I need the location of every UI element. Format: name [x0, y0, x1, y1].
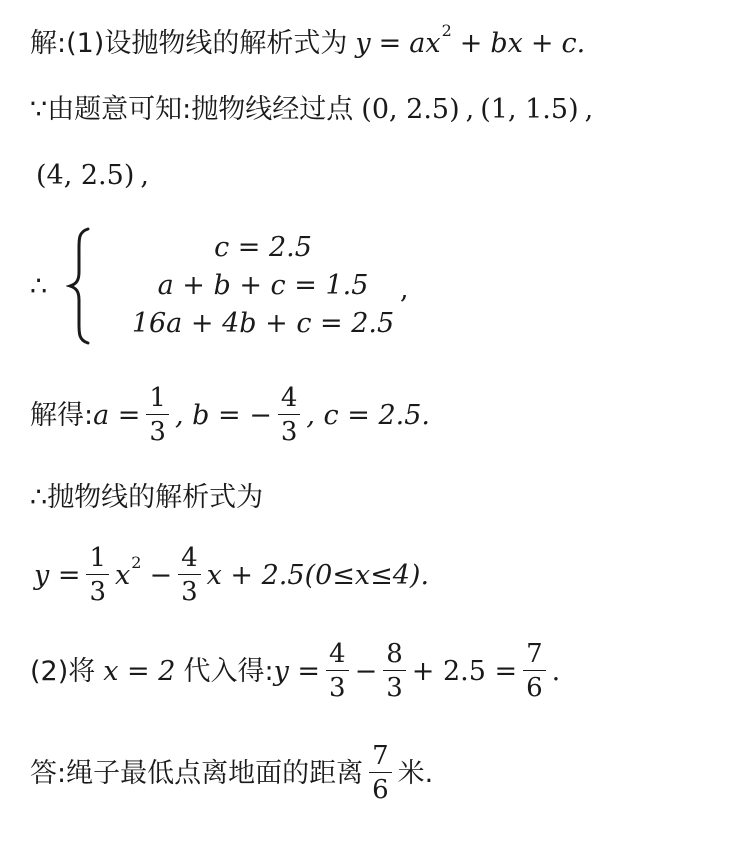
- substitution-prefix: (2)将: [30, 655, 96, 687]
- c-equals: , c = 2.5.: [306, 399, 430, 431]
- line-answer: [30, 738, 433, 808]
- comma: ,: [584, 93, 594, 125]
- a-equals: a =: [93, 399, 141, 431]
- fraction-numerator: 8: [386, 639, 403, 669]
- exponent: 2: [131, 553, 142, 572]
- fraction-numerator: 4: [329, 639, 346, 669]
- plus-equals: + 2.5 =: [411, 655, 518, 687]
- equals-sign: =: [378, 27, 402, 59]
- comma: ,: [140, 159, 149, 191]
- system-comma: ,: [400, 274, 409, 305]
- fraction-four-thirds: [178, 545, 201, 605]
- term-bx: bx: [490, 27, 523, 59]
- exponent: 2: [441, 21, 452, 40]
- answer-text: 答:绳子最低点离地面的距离: [30, 757, 364, 789]
- therefore-symbol: ∴: [30, 271, 48, 302]
- equation-3: 16a + 4b + c = 2.5: [131, 307, 395, 339]
- left-brace: [66, 226, 92, 346]
- fraction-one-third: [86, 545, 109, 605]
- fraction-denominator: 3: [86, 574, 109, 605]
- line-solved: [30, 382, 430, 448]
- fraction-numerator: 1: [149, 383, 166, 413]
- point-3: (4, 2.5): [36, 159, 135, 191]
- line-given-points: [30, 90, 593, 128]
- fraction-four-thirds: [326, 641, 349, 701]
- fraction-denominator: 6: [369, 772, 392, 803]
- fraction-seven-sixths: [369, 743, 392, 803]
- point-1: (0, 2.5): [361, 93, 460, 125]
- equations-list: [108, 228, 418, 342]
- b-equals: , b = −: [174, 399, 272, 431]
- answer-unit: 米.: [397, 757, 434, 789]
- var-x: x: [115, 559, 131, 591]
- fraction-denominator: 3: [178, 574, 201, 605]
- plus-sign: +: [459, 27, 483, 59]
- line-formula: [34, 540, 429, 610]
- line-point-3: [30, 156, 149, 194]
- fraction-b: [278, 385, 301, 445]
- given-text: 由题意可知:抛物线经过点: [47, 93, 354, 125]
- minus-sign: −: [149, 559, 173, 591]
- setup-text: 解:(1)设抛物线的解析式为: [30, 27, 348, 59]
- comma: ,: [465, 93, 475, 125]
- line-setup: [30, 21, 586, 62]
- conclusion-text: 抛物线的解析式为: [47, 481, 264, 513]
- fraction-denominator: 3: [146, 414, 169, 445]
- var-y: y: [355, 27, 371, 59]
- fraction-denominator: 3: [278, 414, 301, 445]
- fraction-numerator: 7: [372, 741, 389, 771]
- period: .: [551, 655, 561, 687]
- y-equals: y =: [273, 655, 321, 687]
- term-c: c.: [561, 27, 586, 59]
- line-substitution: [30, 636, 560, 706]
- fraction-numerator: 7: [526, 639, 543, 669]
- line-conclusion-heading: [30, 478, 263, 516]
- equation-system: [30, 224, 450, 348]
- x-equals-two: x = 2: [103, 655, 176, 687]
- fraction-seven-sixths: [523, 641, 546, 701]
- fraction-denominator: 6: [523, 670, 546, 701]
- term-ax: ax: [409, 27, 441, 59]
- minus-sign: −: [354, 655, 378, 687]
- point-2: (1, 1.5): [480, 93, 579, 125]
- fraction-denominator: 3: [326, 670, 349, 701]
- solved-text: 解得:: [30, 399, 94, 431]
- fraction-numerator: 4: [181, 543, 198, 573]
- equation-1: c = 2.5: [214, 231, 312, 263]
- y-equals: y =: [34, 559, 81, 591]
- equation-2: a + b + c = 1.5: [157, 269, 369, 301]
- fraction-numerator: 1: [89, 543, 107, 573]
- fraction-eight-thirds: [383, 641, 406, 701]
- therefore-symbol: ∴: [30, 481, 48, 513]
- fraction-a: [146, 385, 169, 445]
- formula-rest: x + 2.5(0≤x≤4).: [206, 559, 430, 591]
- because-symbol: ∵: [30, 93, 48, 125]
- fraction-numerator: 4: [280, 383, 298, 413]
- plus-sign: +: [530, 27, 554, 59]
- fraction-denominator: 3: [383, 670, 406, 701]
- substitution-text: 代入得:: [183, 655, 274, 687]
